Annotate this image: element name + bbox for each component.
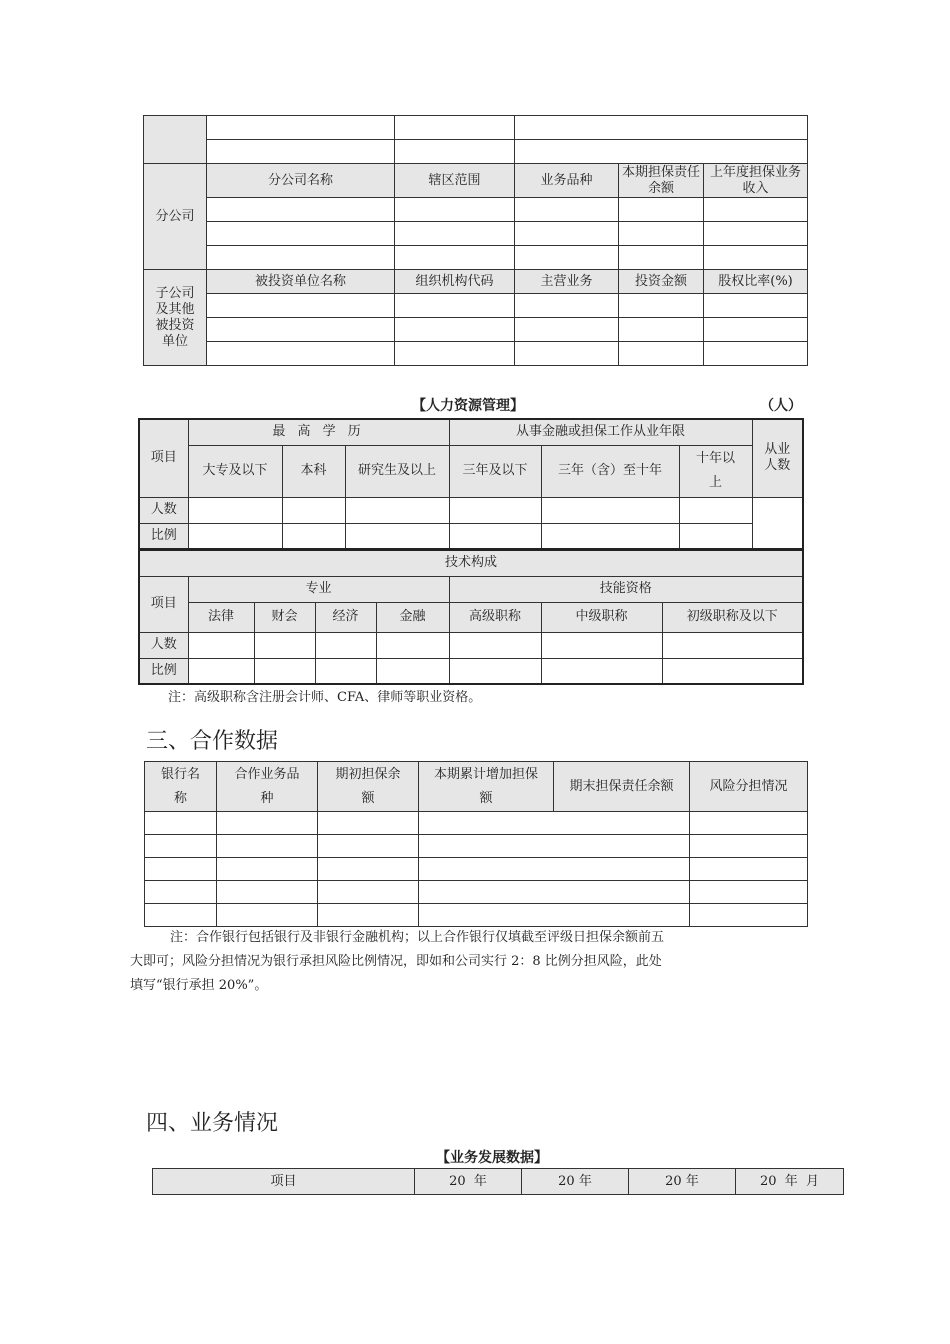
business-header-year-month: 20 年 月 [736, 1169, 844, 1195]
coop-note-line3: 填写“银行承担 20%”。 [130, 978, 268, 993]
hr-item-label: 项目 [139, 419, 188, 497]
business-table [152, 1168, 844, 1195]
hr-note: 注：高级职称含注册会计师、CFA、律师等职业资格。 [168, 690, 482, 705]
tech-table [138, 549, 804, 685]
business-header-year-1: 20 年 [415, 1169, 522, 1195]
major-law: 法律 [188, 602, 254, 632]
header-risk-sharing: 风险分担情况 [690, 762, 808, 812]
tech-item-label: 项目 [139, 576, 188, 632]
skill-junior: 初级职称及以下 [662, 602, 803, 632]
header-org-code: 组织机构代码 [395, 270, 515, 294]
branch-table [143, 115, 808, 366]
tech-row-headcount: 人数 [139, 632, 188, 658]
edu-college-below: 大专及以下 [188, 445, 282, 497]
header-business-type: 业务品种 [515, 164, 619, 198]
header-main-business: 主营业务 [515, 270, 619, 294]
tech-title: 技术构成 [139, 550, 803, 576]
row-headcount: 人数 [139, 497, 188, 523]
row-ratio: 比例 [139, 523, 188, 549]
header-last-year-income: 上年度担保业务收入 [704, 164, 808, 198]
years-under-3: 三年及以下 [449, 445, 541, 497]
coop-table [144, 761, 808, 927]
header-investee-name: 被投资单位名称 [207, 270, 395, 294]
header-accumulated-increase: 本期累计增加担保额 [419, 762, 554, 812]
major-group-header: 专业 [188, 576, 449, 602]
business-heading: 四、业务情况 [146, 1111, 279, 1136]
edu-graduate: 研究生及以上 [345, 445, 449, 497]
header-coop-business: 合作业务品种 [217, 762, 318, 812]
header-equity-ratio: 股权比率(%) [704, 270, 808, 294]
business-caption: 【业务发展数据】 [436, 1150, 548, 1166]
tech-row-ratio: 比例 [139, 658, 188, 684]
hr-unit: （人） [760, 398, 802, 414]
coop-note-line1: 注：合作银行包括银行及非银行金融机构；以上合作银行仅填截至评级日担保余额前五 [170, 930, 665, 945]
business-header-item: 项目 [153, 1169, 415, 1195]
header-bank-name: 银行名称 [145, 762, 217, 812]
years-3-to-10: 三年（含）至十年 [541, 445, 679, 497]
header-investment-amount: 投资金额 [619, 270, 704, 294]
business-header-year-2: 20 年 [522, 1169, 629, 1195]
years-over-10: 十年以上 [679, 445, 752, 497]
header-district: 辖区范围 [395, 164, 515, 198]
business-header-year-3: 20 年 [629, 1169, 736, 1195]
hr-table [138, 418, 804, 550]
skill-senior: 高级职称 [449, 602, 541, 632]
coop-note-line2: 大即可；风险分担情况为银行承担风险比例情况，即如和公司实行 2：8 比例分担风险，此处 [130, 954, 662, 969]
years-group-header: 从事金融或担保工作从业年限 [449, 419, 752, 445]
major-economics: 经济 [315, 602, 376, 632]
subsidiary-label: 子公司及其他被投资单位 [144, 270, 207, 366]
skill-group-header: 技能资格 [449, 576, 803, 602]
staff-total-header: 从业人数 [752, 419, 803, 497]
edu-bachelor: 本科 [282, 445, 345, 497]
major-finance: 金融 [376, 602, 449, 632]
branch-label: 分公司 [144, 164, 207, 270]
hr-caption: 【人力资源管理】 [412, 398, 524, 414]
header-closing-balance: 期末担保责任余额 [554, 762, 690, 812]
header-guarantee-balance: 本期担保责任余额 [619, 164, 704, 198]
edu-group-header: 最 高 学 历 [188, 419, 449, 445]
header-branch-name: 分公司名称 [207, 164, 395, 198]
header-opening-balance: 期初担保余额 [318, 762, 419, 812]
skill-middle: 中级职称 [541, 602, 662, 632]
major-accounting: 财会 [254, 602, 315, 632]
coop-heading: 三、合作数据 [146, 729, 279, 754]
